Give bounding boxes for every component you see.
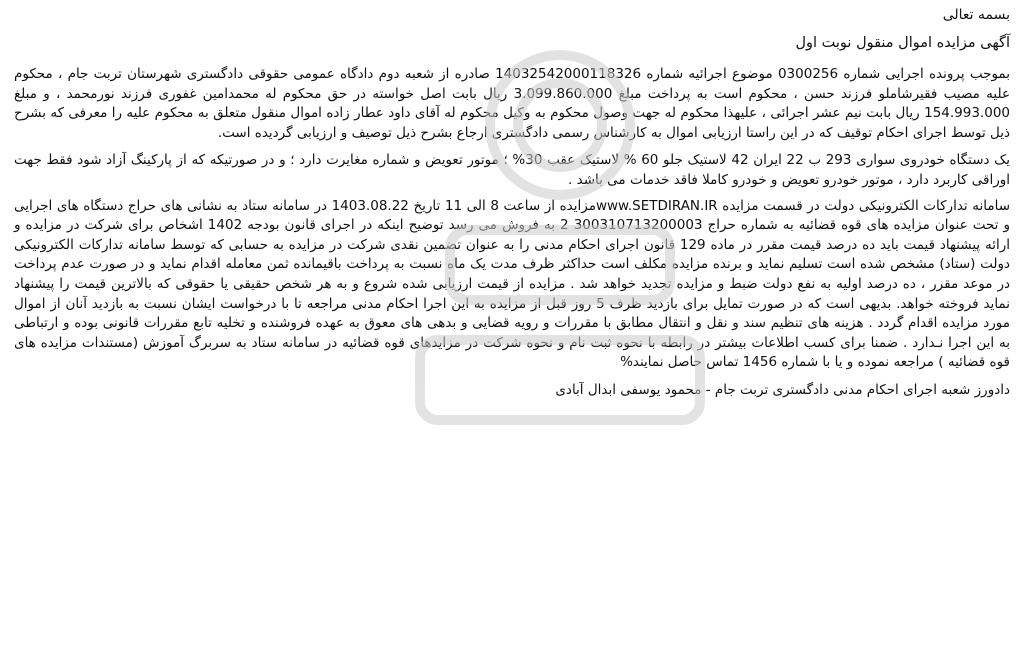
notice-title: آگهی مزایده اموال منقول نوبت اول: [795, 35, 1010, 51]
notice-signature: دادورز شعبه اجرای احکام مدنی دادگستری تربت جام - محمود یوسفی ابدال آبادی: [555, 381, 1010, 398]
notice-paragraph-case: بموجب پرونده اجرایی شماره 0300256 موضوع اجرائیه شماره 14032542000118326 صادره از شعبه دوم دادگاه عمومی حقوقی دادگستری شهرستان تربت جام ، محکوم علیه مصیب فقیرشاملو فرزند حسن ، محکوم است به پرداخت مبلغ 3.099.860.000 ریال بابت اصل خواسته در حق محکوم له محمدامین غفوری فرزند نورمحمد ، و مبلغ 154.993.000 ریال بابت نیم عشر اجرائی ، علیهذا محکوم له جهت وصول محکوم به وکیل محکوم له آقای داود عطار زاده اموال منقول متعلق به محکوم علیه را معرفی که بشرح ذیل توسط اجرای احکام توقیف که در این راستا ارزیابی اموال به کارشناس رسمی دادگستری ارجاع بشرح ذیل توصیف و ارزیابی گردیده است.: [14, 66, 1010, 141]
notice-heading: بسمه تعالی: [942, 7, 1010, 23]
notice-paragraph-auction-terms: سامانه تدارکات الکترونیکی دولت در قسمت مزایده www.SETDIRAN.IRمزایده از ساعت 8 الی 11 تاریخ 1403.08.22 در سامانه ستاد به نشانی های حراج دستگاه های اجرایی و تحت عنوان مزایده های قوه قضائیه به شماره حراج 300310713200003 2 به فروش می رسد توضیح اینکه در اجرای قانون بودجه 1402 اشخاص برای شرکت در مزایده و ارائه پیشنهاد قیمت باید ده درصد قیمت مقرر در ماده 129 قانون اجرای احکام مدنی را به عنوان تضمین نقدی شرکت در مزایده به حسابی که توسط سامانه تدارکات الکترونیکی دولت (ستاد) مشخص شده است تسلیم نماید و برنده مزایده مکلف است حداکثر ظرف مدت یک ماه نسبت به پرداخت باقیمانده ثمن معامله اقدام نماید و در صورت عدم پرداخت در موعد مقرر ، ده درصد اولیه به نفع دولت ضبط و مزایده تجدید خواهد شد . مزایده از قیمت ارزیابی شده شروع و به هر شخص حقیقی یا حقوقی که بالاترین قیمت را پیشنهاد نماید فروخته خواهد. بدیهی است که در صورت تمایل برای بازدید ظرف 5 روز قبل از مزایده به این اجرا احکام مدنی مراجعه تا با درخواست ایشان نسبت به بازدید آنان از اموال مورد مزایده اقدام گردد . هزینه های تنظیم سند و نقل و انتقال مطابق با مقررات و رویه قضایی و بدهی های معوق به عهده فروشنده و تخلیه تابع مقررات قانونی بوده و ارتباطی به این اجرا نـدارد . ضمنا برای کسب اطلاعات بیشتر در رابطه با نحوه ثبت نام و نحوه شرکت در مزایدهای قوه قضائیه در سامانه ستاد به سربرگ آموزش (مستندات مزایده های قوه قضائیه ) مراجعه نموده و یا با شماره 1456 تماس حاصل نمایند%: [14, 197, 1011, 371]
notice-paragraph-vehicle: یک دستگاه خودروی سواری 293 ب 22 ایران 42 لاستیک جلو 60 % لاستیک عقب 30% ؛ موتور تعویض و شماره مغایرت دارد ؛ و در صورتیکه که از پارکینگ آزاد شود فقط جهت اوراقی کاربرد دارد ، موتور خودرو تعویض و خودرو کاملا فاقد خدمات می باشد .: [14, 152, 1011, 188]
